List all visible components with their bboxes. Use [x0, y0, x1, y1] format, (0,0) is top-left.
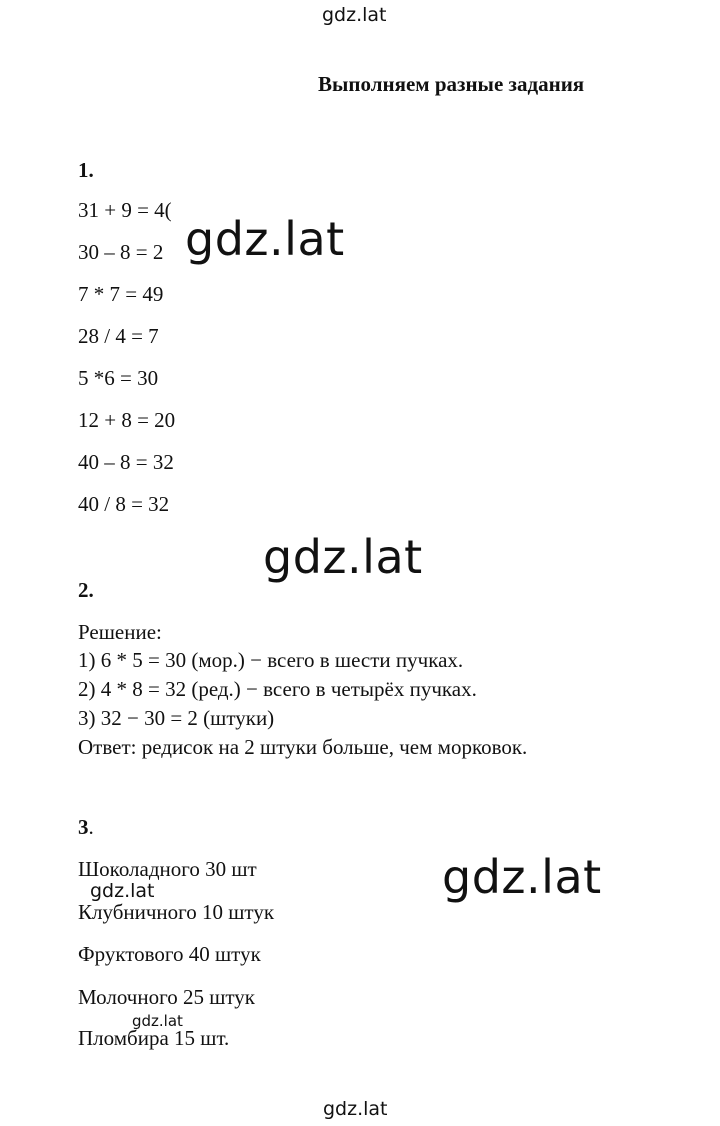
task2-line: Ответ: редисок на 2 штуки больше, чем морковок. — [78, 735, 528, 759]
task1-line: 40 – 8 = 32 — [78, 450, 174, 474]
task1-line: 12 + 8 = 20 — [78, 408, 176, 432]
task2-line: 1) 6 * 5 = 30 (мор.) − всего в шести пучках. — [78, 648, 464, 672]
task3-heading — [78, 815, 94, 840]
watermark-top: gdz.lat — [322, 4, 387, 26]
task3-line: Шоколадного 30 шт — [78, 857, 257, 881]
task1-line: 40 / 8 = 32 — [78, 492, 170, 516]
task1-number: 1. — [78, 158, 94, 182]
task1-line: 28 / 4 = 7 — [78, 324, 159, 348]
task3-line: Пломбира 15 шт. — [78, 1026, 230, 1050]
task3-number: 3 — [78, 815, 89, 839]
watermark-large-3: gdz.lat — [442, 850, 602, 904]
task2-line: 2) 4 * 8 = 32 (ред.) − всего в четырёх пучках. — [78, 677, 477, 701]
task1-line: 5 *6 = 30 — [78, 366, 159, 390]
task1-line: 30 – 8 = 2 — [78, 240, 164, 264]
watermark-large-2: gdz.lat — [263, 530, 423, 584]
task2-line: 3) 32 − 30 = 2 (штуки) — [78, 706, 275, 730]
watermark-small-2: gdz.lat — [132, 1012, 183, 1030]
page-title: Выполняем разные задания — [318, 72, 585, 96]
task3-number-dot: . — [88, 815, 94, 839]
task2-number: 2. — [78, 578, 94, 602]
task3-line: Молочного 25 штук — [78, 985, 255, 1009]
watermark-bottom: gdz.lat — [323, 1098, 388, 1120]
task3-line: Фруктового 40 штук — [78, 942, 261, 966]
task1-line: 7 * 7 = 49 — [78, 282, 164, 306]
task1-line: 31 + 9 = 4( — [78, 198, 172, 222]
task2-line: Решение: — [78, 620, 162, 644]
watermark-small-1: gdz.lat — [90, 880, 155, 902]
task3-line: Клубничного 10 штук — [78, 900, 275, 924]
watermark-large-1: gdz.lat — [185, 212, 345, 266]
